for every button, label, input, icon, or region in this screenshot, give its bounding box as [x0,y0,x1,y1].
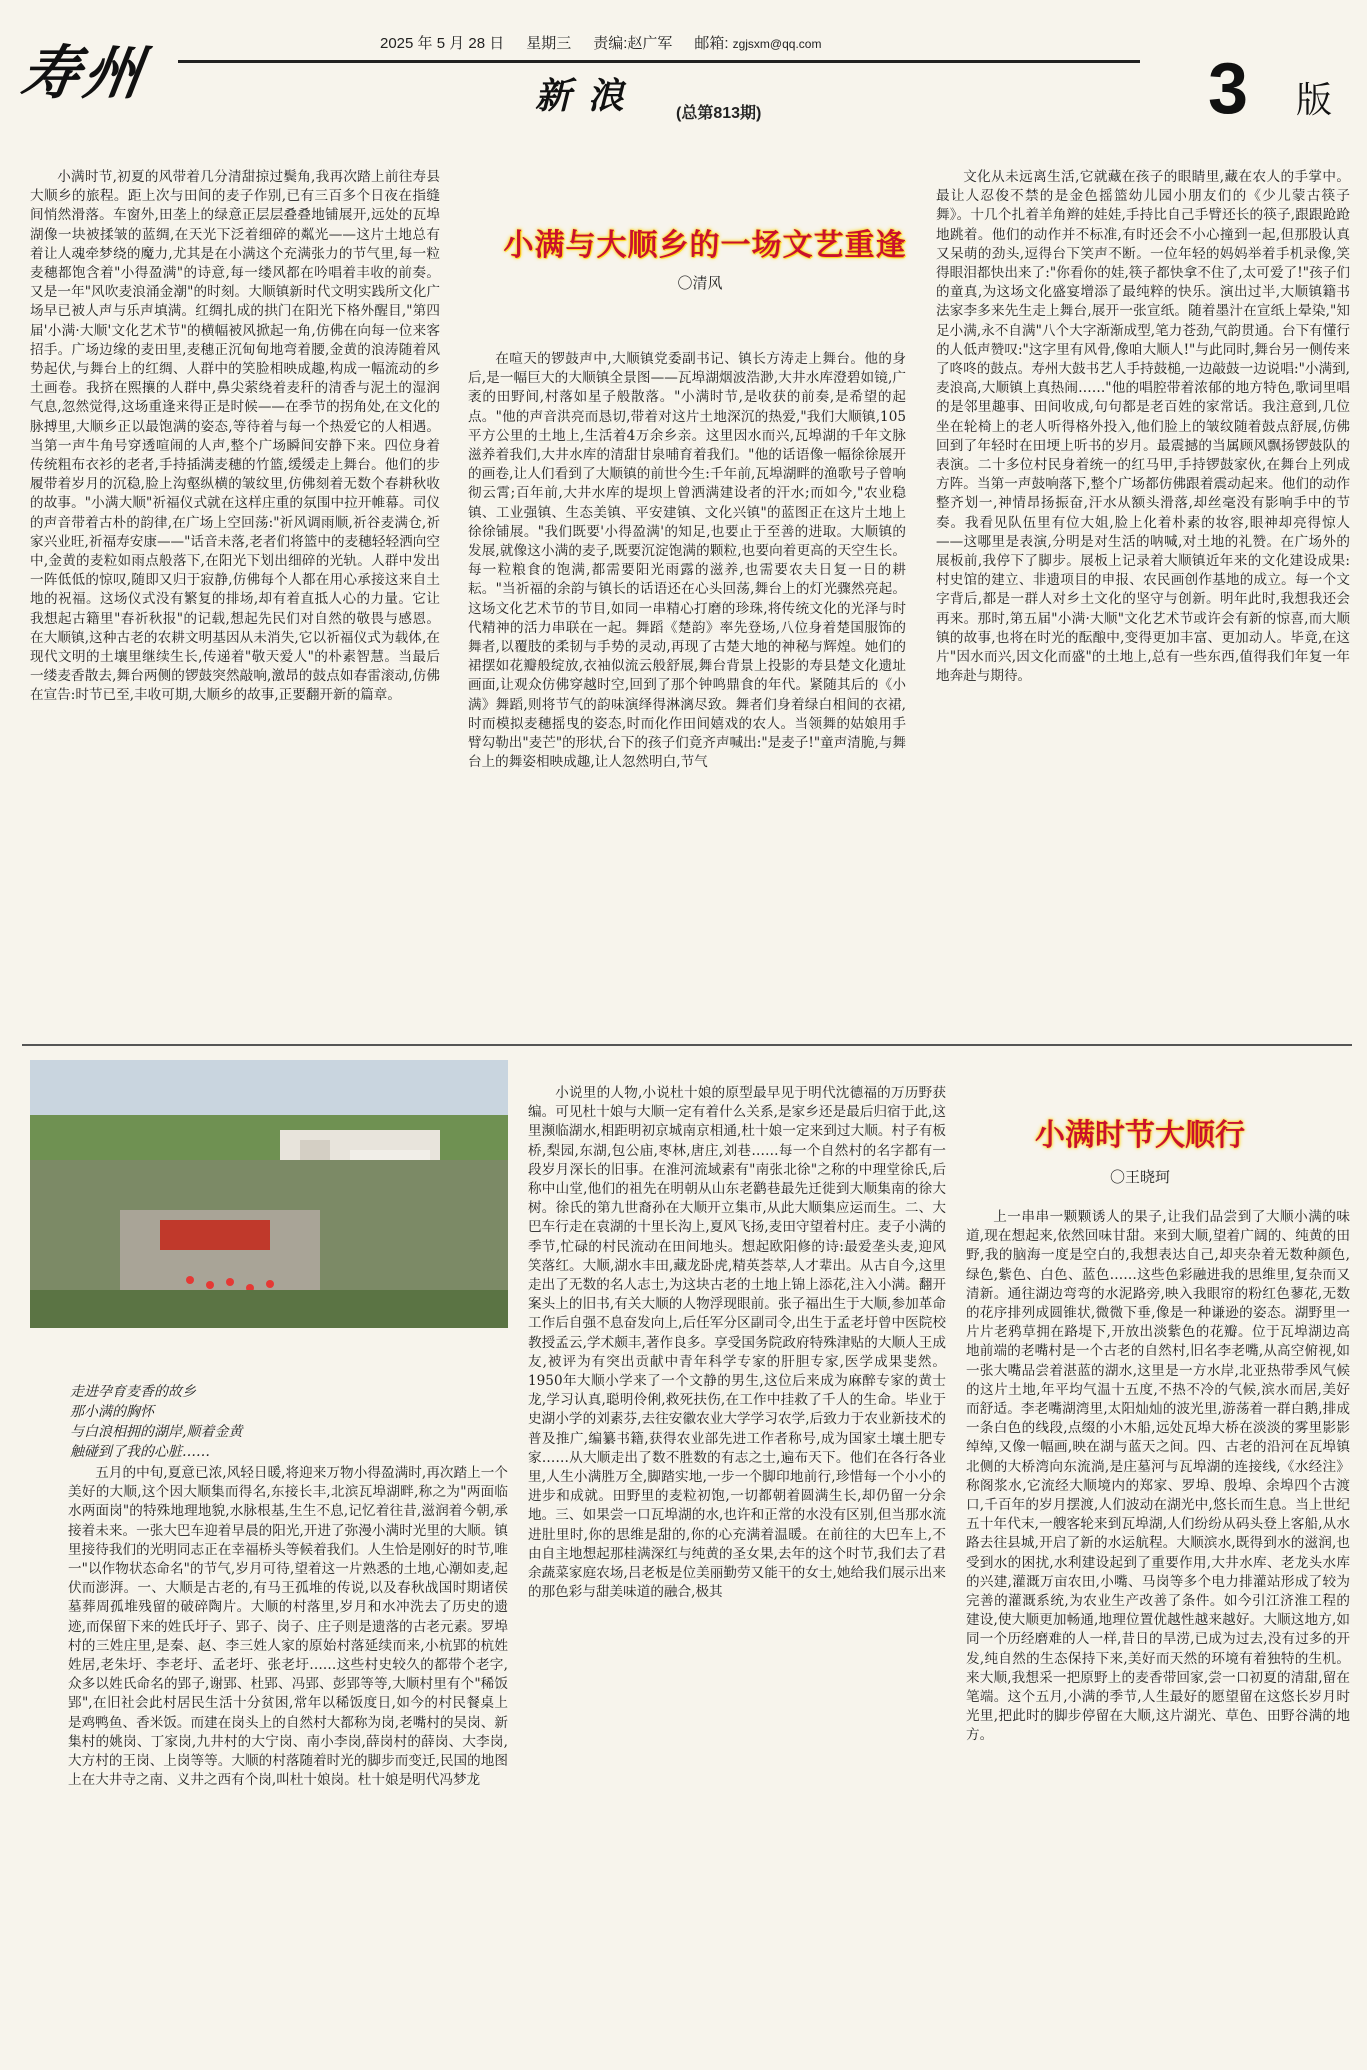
article2-column-1: 五月的中旬,夏意已浓,风轻日暖,将迎来万物小得盈满时,再次踏上一个美好的大顺,这个因大顺集而得名,东接长丰,北滨瓦埠湖畔,称之为"两面临水两面岗"的特殊地理地貌,水脉根基,生生不息,记忆着往昔,滋润着今朝,承接着未来。一张大巴车迎着早晨的阳光,开进了弥漫小满时光里的大顺。镇里接待我们的光明同志正在幸福桥头等候着我们。人生恰是刚好的时节,唯一"以作物状态命名"的节气,岁月可待,望着这一片熟悉的土地,心潮如麦,起伏而澎湃。一、大顺是古老的,有马王孤堆的传说,以及春秋战国时期诸侯墓葬周孤堆残留的破碎陶片。大顺的村落里,岁月和水冲洗去了历史的遗迹,而保留下来的姓氏圩子、郢子、岗子、庄子则是遗落的古老元素。罗埠村的三姓庄里,是秦、赵、李三姓人家的原始村落延续而来,小杭郢的杭姓姓居,老朱圩、李老圩、孟老圩、张老圩……这些村史较久的都带个老字,众多以姓氏命名的郢子,谢郢、杜郢、冯郢、彭郢等等,大顺村里有个"稀饭郢",在旧社会此村居民生活十分贫困,常年以稀饭度日,如今的村民餐桌上是鸡鸭鱼、香米饭。而建在岗头上的自然村大都称为岗,老嘴村的吴岗、新集村的姚岗、丁家岗,九井村的大宁岗、南小李岗,薛岗村的薛岗、大李岗,大方村的王岗、上岗等等。大顺的村落随着时光的脚步而变迁,民国的地图上在大井寺之南、义井之西有个岗,叫杜十娘岗。杜十娘是明代冯梦龙 [68,1465,508,1789]
poem-line: 与白浪相拥的湖岸,顺着金黄 [70,1424,243,1440]
article1-column-2: 在喧天的锣鼓声中,大顺镇党委副书记、镇长方涛走上舞台。他的身后,是一幅巨大的大顺镇全景图——瓦埠湖烟波浩渺,大井水库澄碧如镜,广袤的田野间,村落如星子般散落。"小满时节,是收获的前奏,是希望的起点。"他的声音洪亮而恳切,带着对这片土地深沉的热爱,"我们大顺镇,105平方公里的土地上,生活着4万余乡亲。这里因水而兴,瓦埠湖的千年文脉滋养着我们,大井水库的清甜甘泉哺育着我们。"他的话语像一幅徐徐展开的画卷,让人们看到了大顺镇的前世今生:千年前,瓦埠湖畔的渔歌号子曾响彻云霄;百年前,大井水库的堤坝上曾洒满建设者的汗水;而如今,"农业稳镇、工业强镇、生态美镇、平安建镇、文化兴镇"的蓝图正在这片土地上徐徐铺展。"我们既要'小得盈满'的知足,也要止于至善的进取。大顺镇的发展,就像这小满的麦子,既要沉淀饱满的颗粒,也要向着更高的天空生长。每一粒粮食的饱满,都需要阳光雨露的滋养,也需要农夫日复一日的耕耘。"当祈福的余韵与镇长的话语还在心头回荡,舞台上的灯光骤然亮起。这场文化艺术节的节目,如同一串精心打磨的珍珠,将传统文化的光泽与时代精神的活力串联在一起。舞蹈《楚韵》率先登场,八位身着楚国服饰的舞者,以覆肢的柔韧与手势的灵动,再现了古楚大地的神秘与辉煌。她们的裙摆如花瓣般绽放,衣袖似流云般舒展,舞台背景上投影的寿县楚文化遗址画面,让观众仿佛穿越时空,回到了那个钟鸣鼎食的年代。紧随其后的《小满》舞蹈,则将节气的韵味演绎得淋漓尽致。舞者们身着绿白相间的衣裙,时而模拟麦穗摇曳的姿态,时而化作田间嬉戏的农人。当领舞的姑娘用手臂勾勒出"麦芒"的形状,台下的孩子们竟齐声喊出:"是麦子!"童声清脆,与舞台上的舞姿相映成趣,让人忽然明白,节气 [468,351,906,771]
article2-title: 小满时节大顺行 [1035,1118,1245,1153]
poem-line: 那小满的胸怀 [70,1404,154,1420]
weekday: 星期三 [526,35,572,52]
article2-column-3: 上一串串一颗颗诱人的果子,让我们品尝到了大顺小满的味道,现在想起来,依然回味甘甜。来到大顺,望着广阔的、纯黄的田野,我的脑海一度是空白的,我想表达自己,却夹杂着无数种颜色,绿色,紫色、白色、蓝色……这些色彩融进我的思维里,复杂而又清新。通往湖边弯弯的水泥路旁,映入我眼帘的粉红色蓼花,无数的花序排列成圆锥状,微微下垂,像是一种谦逊的姿态。湖野里一片片老鸦草拥在路堤下,开放出淡紫色的花瓣。位于瓦埠湖边高地前端的老嘴村是一个古老的自然村,旧名李老嘴,从高空俯视,如一张大嘴品尝着湛蓝的湖水,这里是一方水岸,北亚热带季风气候的这片土地,年平均气温十五度,不热不冷的气候,滨水而居,美好而舒适。李老嘴湖湾里,太阳灿灿的波光里,游荡着一群白鹅,排成一条白色的线段,点缀的小木船,远处瓦埠大桥在淡淡的雾里影影绰绰,又像一幅画,映在湖与蓝天之间。四、古老的沿河在瓦埠镇北侧的大桥湾向东流淌,是庄墓河与瓦埠湖的连接线,《水经注》称阁浆水,它流经大顺境内的郑家、罗埠、殷埠、余埠四个古渡口,千百年的岁月摆渡,人们波动在湖光中,悠长而生息。当上世纪五十年代末,一艘客轮来到瓦埠湖,人们纷纷从码头登上客船,从水路去往县城,开启了新的水运航程。大顺滨水,既得到水的滋润,也受到水的困扰,水利建设起到了重要作用,大井水库、老龙头水库的兴建,灌溉万亩农田,小嘴、马岗等多个电力排灌站形成了较为完善的灌溉系统,为农业生产改善了条件。如今引江济淮工程的建设,使大顺更加畅通,地理位置优越性越来越好。大顺这地方,如同一个历经磨难的人一样,昔日的旱涝,已成为过去,没有过多的开发,纯自然的生态保持下来,美好而天然的环境有着独特的生机。来大顺,我想采一把原野上的麦香带回家,尝一口初夏的清甜,留在笔端。这个五月,小满的季节,人生最好的愿望留在这悠长岁月时光里,把此时的脚步停留在大顺,这片湖光、草色、田野谷满的地方。 [966,1209,1350,1744]
date: 2025 年 5 月 28 日 [380,35,505,52]
event-photo [30,1060,508,1328]
email: zgjsxm@qq.com [732,37,822,51]
issue-number: (总第813期) [676,105,762,122]
section-name [535,68,626,119]
poem-line: 触碰到了我的心脏…… [70,1444,210,1460]
aerial-photo-illustration [30,1060,508,1328]
newspaper-logo: 寿州 [16,39,151,107]
masthead-info [380,32,843,53]
section-text: 新 浪 [535,75,626,117]
page-label: 版 [1296,80,1333,121]
article1-title: 小满与大顺乡的一场文艺重逢 [503,228,907,263]
editor: 责编:赵广军 [593,35,673,52]
article2-poem [70,1382,490,1462]
poem-line: 走进孕育麦香的故乡 [70,1384,196,1400]
masthead-rule [178,60,1140,63]
section-divider [22,1044,1352,1046]
article2-author: 〇王晓珂 [1109,1169,1170,1186]
email-label: 邮箱: [694,35,729,52]
page-number: 3 [1208,49,1249,129]
article2-column-2: 小说里的人物,小说杜十娘的原型最早见于明代沈德福的万历野获编。可见杜十娘与大顺一定有着什么关系,是家乡还是最后归宿于此,这里濒临湖水,相距明初京城南京相通,杜十娘一定来到过大顺。村子有板桥,梨园,东湖,包公庙,枣林,唐庄,刘巷……每一个自然村的名字都有一段岁月深长的旧事。在淮河流域素有"南张北徐"之称的中理堂徐氏,后称中山堂,他们的祖先在明朝从山东老鹳巷最先迁徙到大顺集南的徐大树。徐氏的第九世裔孙在大顺开立集市,从此大顺集应运而生。二、大巴车行走在袁湖的十里长沟上,夏风飞扬,麦田守望着村庄。麦子小满的季节,忙碌的村民流动在田间地头。想起欧阳修的诗:最爱垄头麦,迎风笑落红。大顺,湖水丰田,藏龙卧虎,精英荟萃,人才辈出。从古自今,这里走出了无数的名人志士,为这块古老的土地上锦上添花,注入小满。翻开案头上的旧书,有关大顺的人物浮现眼前。张子福出生于大顺,参加革命工作后自强不息奋发向上,后任军分区副司令,出生于孟老圩曾中医院校教授孟云,学术颇丰,著作良多。享受国务院政府特殊津贴的大顺人王成友,被评为有突出贡献中青年科学专家的肝胆专家,医学成果斐然。1950年大顺小学来了一个文静的男生,这位后来成为麻醉专家的黄士龙,学习认真,聪明伶俐,救死扶伤,在工作中挂救了千人的生命。毕业于史湖小学的刘素芬,去往安徽农业大学学习农学,后致力于农业新技术的普及推广,编纂书籍,获得农业部先进工作者称号,成为国家土壤土肥专家……从大顺走出了数不胜数的有志之士,遍布天下。他们在各行各业里,人生小满胜万全,脚踏实地,一步一个脚印地前行,珍惜每一个小小的进步和成就。田野里的麦粒初饱,一切都朝着圆满生长,却仍留一分余地。三、如果尝一口瓦埠湖的水,也许和正常的水没有区别,但当那水流进肚里时,你的思维是甜的,你的心充满着温暖。在前往的大巴车上,不由自主地想起那桂满深红与纯黄的圣女果,去年的这个时节,我们去了君余蔬菜家庭农场,吕老板是位美丽勤劳又能干的女士,她给我们展示出来的那色彩与甜美味道的融合,极其 [528,1085,946,1601]
article1-column-3: 文化从未远离生活,它就藏在孩子的眼睛里,藏在农人的手掌中。最让人忍俊不禁的是金色摇篮幼儿园小朋友们的《少儿蒙古筷子舞》。十几个扎着羊角辫的娃娃,手持比自己手臂还长的筷子,跟跟跄跄地跳着。他们的动作并不标准,有时还会不小心撞到一起,但那股认真又呆萌的劲头,逗得台下笑声不断。一位年轻的妈妈举着手机录像,笑得眼泪都快出来了:"你看你的娃,筷子都快拿不住了,太可爱了!"孩子们的童真,为这场文化盛宴增添了最纯粹的快乐。演出过半,大顺镇籍书法家李多来先生走上舞台,展开一张宣纸。随着墨汁在宣纸上晕染,"知足小满,永不自满"八个大字渐渐成型,笔力苍劲,气韵贯通。台下有懂行的人低声赞叹:"这字里有风骨,像咱大顺人!"与此同时,舞台另一侧传来了咚咚的鼓点。寿州大鼓书艺人手持鼓槌,一边敲鼓一边说唱:"小满到,麦浪高,大顺镇上真热闹……"他的唱腔带着浓郁的地方特色,歌词里唱的是邻里趣事、田间收成,句句都是老百姓的家常话。我注意到,几位坐在轮椅上的老人听得格外投入,他们脸上的皱纹随着鼓点舒展,仿佛回到了年轻时在田埂上听书的岁月。最震撼的当属顾风飘扬锣鼓队的表演。二十多位村民身着统一的红马甲,手持锣鼓家伙,在舞台上列成方阵。当第一声鼓响落下,整个广场都仿佛跟着震动起来。他们的动作整齐划一,神情昂扬振奋,汗水从额头滑落,却丝毫没有影响手中的节奏。我看见队伍里有位大姐,脸上化着朴素的妆容,眼神却亮得惊人——这哪里是表演,分明是对生活的呐喊,对土地的礼赞。在广场外的展板前,我停下了脚步。展板上记录着大顺镇近年来的文化建设成果:村史馆的建立、非遗项目的申报、农民画创作基地的成立。每一个文字背后,都是一群人对乡土文化的坚守与创新。明年此时,我想我还会再来。那时,第五届"小满·大顺"文化艺术节或许会有新的惊喜,而大顺镇的故事,也将在时光的酝酿中,变得更加丰富、更加动人。毕竟,在这片"因水而兴,因文化而盛"的土地上,总有一些东西,值得我们年复一年地奔赴与期待。 [936,169,1350,685]
article1-author: 〇清风 [677,275,723,292]
article1-column-1: 小满时节,初夏的风带着几分清甜掠过鬓角,我再次踏上前往寿县大顺乡的旅程。距上次与田间的麦子作别,已有三百多个日夜在指缝间悄然滑落。车窗外,田垄上的绿意正层层叠叠地铺展开,远处的瓦埠湖像一块被揉皱的蓝绸,在天光下泛着细碎的粼光——这片土地总有着让人魂牵梦绕的魔力,尤其是在小满这个充满张力的节气里,每一粒麦穗都饱含着"小得盈满"的诗意,每一缕风都在吟唱着丰收的前奏。又是一年"风吹麦浪涌金潮"的时刻。大顺镇新时代文明实践所文化广场早已被人声与乐声填满。红绸扎成的拱门在阳光下格外醒目,"第四届'小满·大顺'文化艺术节"的横幅被风掀起一角,仿佛在向每一位来客招手。广场边缘的麦田里,麦穗正沉甸甸地弯着腰,金黄的浪涛随着风势起伏,与舞台上的红绸、人群中的笑脸相映成趣,构成一幅流动的乡土画卷。我挤在熙攘的人群中,鼻尖萦绕着麦秆的清香与泥土的湿润气息,忽然觉得,这场重逢来得正是时候——在季节的拐角处,在文化的脉搏里,大顺乡正以最饱满的姿态,等待着与每一个热爱它的人相遇。当第一声牛角号穿透喧闹的人声,整个广场瞬间安静下来。四位身着传统粗布衣衫的老者,手持插满麦穗的竹篮,缓缓走上舞台。他们的步履带着岁月的沉稳,脸上沟壑纵横的皱纹里,仿佛刻着无数个春耕秋收的故事。"小满大顺"祈福仪式就在这样庄重的氛围中拉开帷幕。司仪的声音带着古朴的韵律,在广场上空回荡:"祈风调雨顺,祈谷麦满仓,祈家兴业旺,祈福寿安康——"话音未落,老者们将篮中的麦穗轻轻洒向空中,金黄的麦粒如雨点般落下,在阳光下划出细碎的光轨。人群中发出一阵低低的惊叹,随即又归于寂静,仿佛每个人都在用心承接这来自土地的祝福。这场仪式没有繁复的排场,却有着直抵人心的力量。它让我想起古籍里"春祈秋报"的记载,想起先民们对自然的敬畏与感恩。在大顺镇,这种古老的农耕文明基因从未消失,它以祈福仪式为载体,在现代文明的土壤里继续生长,传递着"敬天爱人"的朴素智慧。当最后一缕麦香散去,舞台两侧的锣鼓突然敲响,激昂的鼓点如春雷滚动,仿佛在宣告:时节已至,丰收可期,大顺乡的故事,正要翻开新的篇章。 [30,169,440,704]
